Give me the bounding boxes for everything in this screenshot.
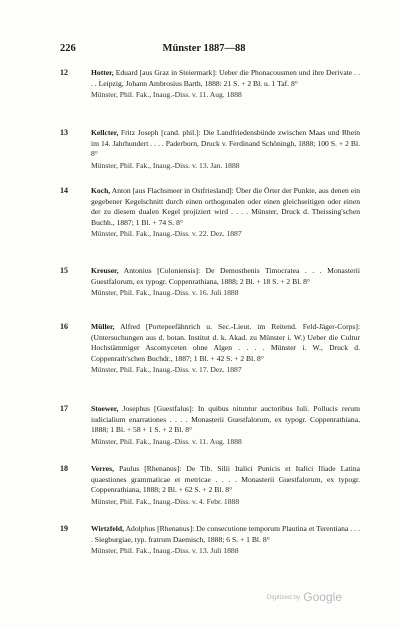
google-logo: Google [303, 590, 342, 604]
entry-author: Hotter, [91, 68, 114, 77]
entry-dissertation: Münster, Phil. Fak., Inaug.-Diss. v. 11. Aug. 1888 [91, 436, 242, 446]
entry-number: 15 [60, 266, 68, 275]
entry-text [91, 266, 360, 287]
entry-text [91, 524, 360, 545]
bibliography-entry [60, 464, 360, 507]
bibliography-entry [60, 128, 360, 171]
entry-citation: Eduard [aus Graz in Steiermark]: Ueber die Phonacousmen und ihre Derivate . . . . Leipzig, Johann Ambrosius Barth, 1888: 21 S. + 2 Bl. u. 1 Taf. 8° [91, 68, 360, 88]
bibliography-entry [60, 186, 360, 240]
page-header [60, 43, 348, 57]
entry-dissertation: Münster, Phil. Fak., Inaug.-Diss. v. 11. Aug. 1888 [91, 90, 242, 100]
entry-author: Kreuser, [91, 266, 119, 275]
entry-text [91, 128, 360, 160]
entry-number: 13 [60, 128, 68, 137]
entry-citation: Fritz Joseph [cand. phil.]: Die Landfriedensbünde zwischen Maas und Rhein im 14. Jahrhundert . . . . Paderborn, Druck v. Ferdinand Schöningh, 1888; 100 S. + 2 Bl. 8° [91, 128, 360, 159]
entry-text [91, 322, 360, 364]
entry-author: Stoewer, [91, 404, 119, 413]
entry-text [91, 404, 360, 436]
entry-author: Kellcter, [91, 128, 119, 137]
entry-citation: Anton [aus Flachsmeer in Ostfriesland]: Über die Örter der Punkte, aus denen ein gegebener Kegelschnitt durch einen orthogonalen oder einen gleichseitigen oder einen der zu diesem dualen Kegel projiziert wird . . . . Münster, Druck d. Theissing'schen Buchh., 1887; 1 Bl. + 74 S. 8° [91, 186, 360, 227]
entry-dissertation: Münster, Phil. Fak., Inaug.-Diss. v. 13. Jan. 1888 [91, 160, 240, 170]
entry-author: Wirtzfeld, [91, 524, 124, 533]
entry-dissertation: Münster, Phil. Fak., Inaug.-Diss. v. 16. Juli 1888 [91, 288, 239, 298]
entry-dissertation: Münster, Phil. Fak., Inaug.-Diss. v. 22. Dez. 1887 [91, 229, 242, 239]
bibliography-entry [60, 404, 360, 447]
entry-text [91, 464, 360, 496]
bibliography-entry [60, 266, 360, 299]
entry-dissertation: Münster, Phil. Fak., Inaug.-Diss. v. 4. Febr. 1888 [91, 496, 240, 506]
entry-citation: Antonius [Coloniensis]: De Demosthenis Timocratea . . . Monasterii Guestfalorum, ex typogr. Coppenrathiana, 1888; 2 Bl. + 18 S. + 2 Bl. 8° [91, 266, 360, 286]
entry-author: Verres, [91, 464, 114, 473]
entry-citation: Alfred [Portepeefähnrich u. Sec.-Lieut. im Reitend. Feld-Jäger-Corps]: (Untersuchungen aus d. botan. Institut d. k. Akad. zu Münster i. W.) Ueber die Cultur Hochstämmiger Ascomyceten ohne Algen . . . . Münster i. W., Druck d. Coppenrath'schen Buchdr., 1887; 1 Bl. + 42 S. + 2 Bl. 8° [91, 322, 360, 363]
entry-author: Koch, [91, 186, 111, 195]
entry-citation: Paulus [Rhenanus]: De Tib. Silii Italici Punicis et Italici Iliade Latina quaestiones grammaticae et metricae . . . . Monasterii Guestfalorum, ex typogr. Coppenrathiana, 1888; 2 Bl. + 62 S. + 2 Bl. 8° [91, 464, 360, 495]
entry-dissertation: Münster, Phil. Fak., Inaug.-Diss. v. 13. Juli 1888 [91, 546, 239, 556]
entry-text [91, 68, 360, 89]
entry-citation: Josephus [Guestfalus]: In quibus nituntur auctoribus Iuli. Pollucis rerum iudicialium enarrationes . . . . Monasterii Guestfalorum, ex typogr. Coppenrathiana, 1888; 1 Bl. + 58 + 1 S. + 2 Bl. 8° [91, 404, 360, 435]
entry-number: 19 [60, 524, 68, 533]
google-watermark [267, 590, 342, 604]
entry-citation: Adolphus [Rhenanus]: De consecutione temporum Plautina et Terentiana . . . . Siegburgiae, typ. fratrum Daemisch, 1888; 6 S. + 1 Bl. 8° [91, 524, 360, 544]
digitized-by-label: Digitized by [266, 594, 301, 602]
entry-number: 16 [60, 322, 68, 331]
entry-number: 17 [60, 404, 68, 413]
running-title: Münster 1887—88 [162, 43, 246, 54]
bibliography-entry [60, 322, 360, 376]
entry-number: 18 [60, 464, 68, 473]
entry-number: 14 [60, 186, 68, 195]
bibliography-entry [60, 524, 360, 557]
entry-dissertation: Münster, Phil. Fak., Inaug.-Diss. v. 17. Dez. 1887 [91, 365, 242, 375]
entry-text [91, 186, 360, 228]
entry-number: 12 [60, 68, 68, 77]
page-number: 226 [60, 43, 76, 54]
entry-author: Müller, [91, 322, 115, 331]
bibliography-entry [60, 68, 360, 101]
